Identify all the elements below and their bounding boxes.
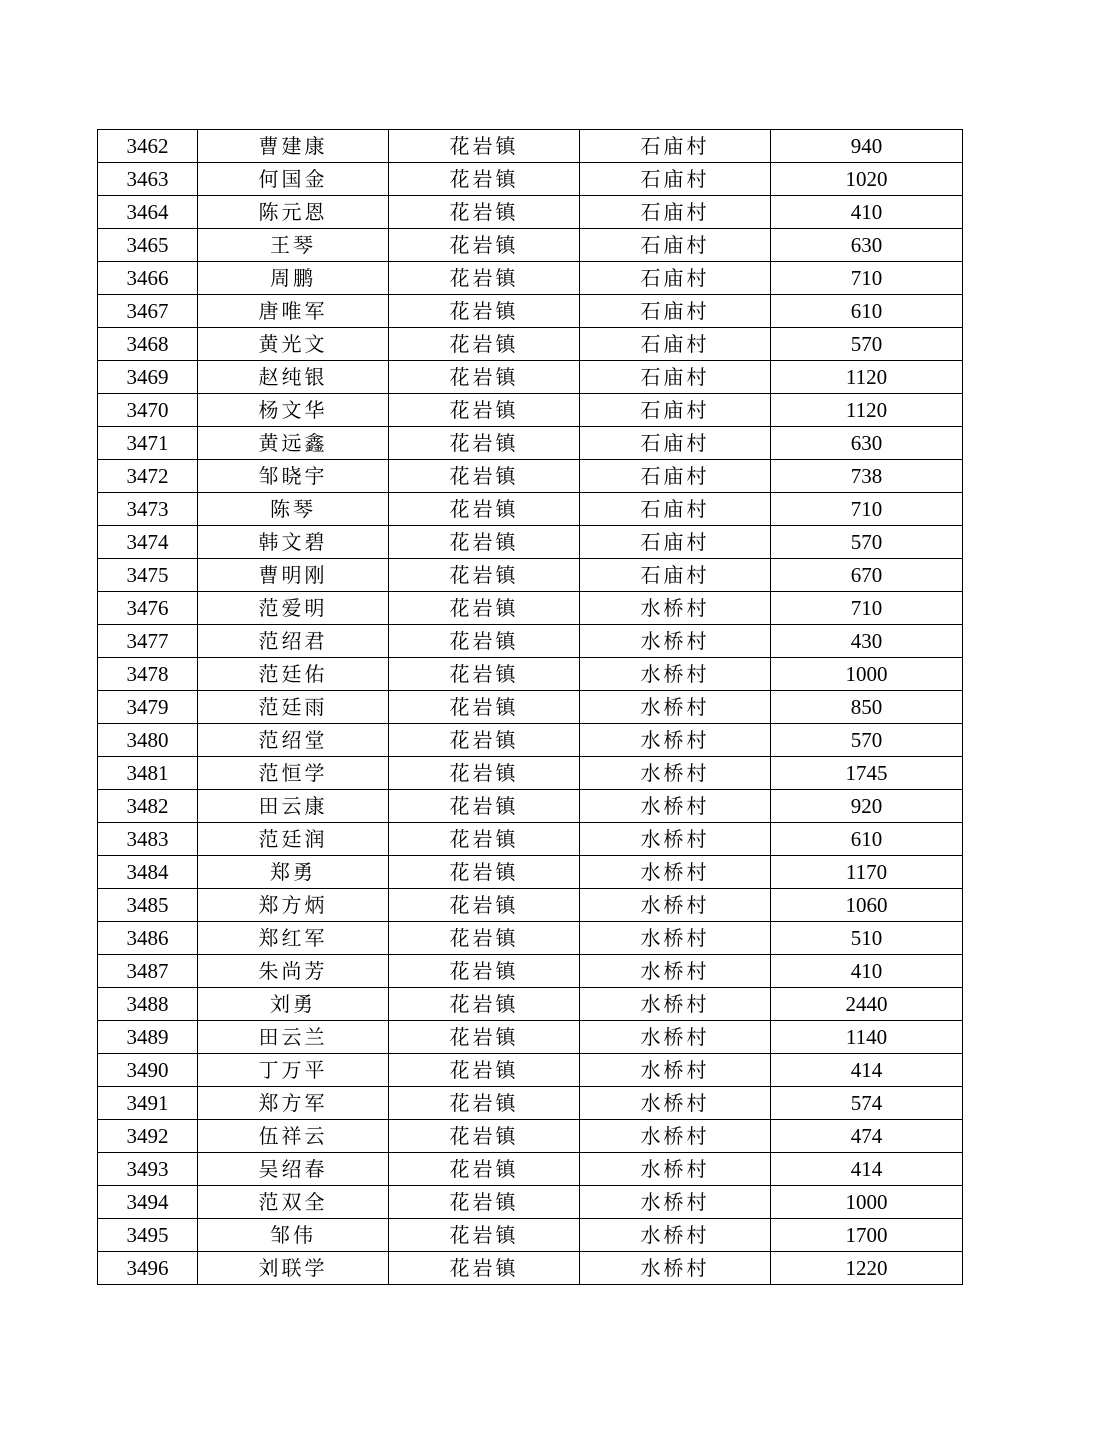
- town-cell: 花岩镇: [389, 757, 580, 790]
- name-cell: 田云兰: [198, 1021, 389, 1054]
- name-cell: 邹伟: [198, 1219, 389, 1252]
- table-row: [98, 460, 963, 493]
- table-row: [98, 955, 963, 988]
- table-row: [98, 163, 963, 196]
- amount-cell: 940: [771, 130, 963, 163]
- amount-cell: 570: [771, 328, 963, 361]
- name-cell: 范廷润: [198, 823, 389, 856]
- name-cell: 田云康: [198, 790, 389, 823]
- table-row: [98, 559, 963, 592]
- name-cell: 范恒学: [198, 757, 389, 790]
- village-cell: 水桥村: [580, 922, 771, 955]
- town-cell: 花岩镇: [389, 196, 580, 229]
- town-cell: 花岩镇: [389, 1087, 580, 1120]
- amount-cell: 570: [771, 526, 963, 559]
- name-cell: 范绍堂: [198, 724, 389, 757]
- amount-cell: 414: [771, 1153, 963, 1186]
- name-cell: 王琴: [198, 229, 389, 262]
- name-cell: 黄光文: [198, 328, 389, 361]
- village-cell: 水桥村: [580, 757, 771, 790]
- row-number-cell: 3473: [98, 493, 198, 526]
- village-cell: 水桥村: [580, 1252, 771, 1285]
- table-row: [98, 1219, 963, 1252]
- name-cell: 范双全: [198, 1186, 389, 1219]
- table-row: [98, 658, 963, 691]
- town-cell: 花岩镇: [389, 493, 580, 526]
- village-cell: 水桥村: [580, 790, 771, 823]
- name-cell: 丁万平: [198, 1054, 389, 1087]
- village-cell: 水桥村: [580, 1021, 771, 1054]
- village-cell: 石庙村: [580, 328, 771, 361]
- amount-cell: 474: [771, 1120, 963, 1153]
- name-cell: 何国金: [198, 163, 389, 196]
- row-number-cell: 3472: [98, 460, 198, 493]
- row-number-cell: 3480: [98, 724, 198, 757]
- name-cell: 吴绍春: [198, 1153, 389, 1186]
- name-cell: 范廷雨: [198, 691, 389, 724]
- name-cell: 郑红军: [198, 922, 389, 955]
- row-number-cell: 3493: [98, 1153, 198, 1186]
- table-row: [98, 757, 963, 790]
- table-row: [98, 130, 963, 163]
- amount-cell: 1000: [771, 658, 963, 691]
- table-row: [98, 922, 963, 955]
- table-row: [98, 790, 963, 823]
- village-cell: 水桥村: [580, 691, 771, 724]
- town-cell: 花岩镇: [389, 1252, 580, 1285]
- row-number-cell: 3495: [98, 1219, 198, 1252]
- row-number-cell: 3464: [98, 196, 198, 229]
- table-row: [98, 493, 963, 526]
- table-row: [98, 592, 963, 625]
- name-cell: 陈琴: [198, 493, 389, 526]
- village-cell: 水桥村: [580, 658, 771, 691]
- table-row: [98, 856, 963, 889]
- town-cell: 花岩镇: [389, 295, 580, 328]
- name-cell: 郑方炳: [198, 889, 389, 922]
- row-number-cell: 3468: [98, 328, 198, 361]
- amount-cell: 850: [771, 691, 963, 724]
- village-cell: 石庙村: [580, 262, 771, 295]
- row-number-cell: 3469: [98, 361, 198, 394]
- row-number-cell: 3481: [98, 757, 198, 790]
- row-number-cell: 3465: [98, 229, 198, 262]
- name-cell: 朱尚芳: [198, 955, 389, 988]
- row-number-cell: 3494: [98, 1186, 198, 1219]
- row-number-cell: 3463: [98, 163, 198, 196]
- amount-cell: 2440: [771, 988, 963, 1021]
- roster-table-body: [98, 130, 963, 1285]
- village-cell: 水桥村: [580, 1219, 771, 1252]
- village-cell: 石庙村: [580, 559, 771, 592]
- amount-cell: 610: [771, 823, 963, 856]
- amount-cell: 574: [771, 1087, 963, 1120]
- amount-cell: 1140: [771, 1021, 963, 1054]
- amount-cell: 630: [771, 427, 963, 460]
- row-number-cell: 3474: [98, 526, 198, 559]
- amount-cell: 1170: [771, 856, 963, 889]
- row-number-cell: 3462: [98, 130, 198, 163]
- name-cell: 曹建康: [198, 130, 389, 163]
- name-cell: 周鹏: [198, 262, 389, 295]
- village-cell: 水桥村: [580, 724, 771, 757]
- village-cell: 石庙村: [580, 295, 771, 328]
- name-cell: 范绍君: [198, 625, 389, 658]
- row-number-cell: 3496: [98, 1252, 198, 1285]
- amount-cell: 710: [771, 262, 963, 295]
- village-cell: 水桥村: [580, 1087, 771, 1120]
- town-cell: 花岩镇: [389, 328, 580, 361]
- roster-table: [97, 129, 963, 1285]
- row-number-cell: 3466: [98, 262, 198, 295]
- row-number-cell: 3491: [98, 1087, 198, 1120]
- town-cell: 花岩镇: [389, 361, 580, 394]
- table-row: [98, 1087, 963, 1120]
- town-cell: 花岩镇: [389, 724, 580, 757]
- table-row: [98, 889, 963, 922]
- town-cell: 花岩镇: [389, 856, 580, 889]
- row-number-cell: 3484: [98, 856, 198, 889]
- name-cell: 范廷佑: [198, 658, 389, 691]
- row-number-cell: 3486: [98, 922, 198, 955]
- name-cell: 伍祥云: [198, 1120, 389, 1153]
- village-cell: 水桥村: [580, 1153, 771, 1186]
- table-row: [98, 295, 963, 328]
- name-cell: 郑勇: [198, 856, 389, 889]
- town-cell: 花岩镇: [389, 889, 580, 922]
- town-cell: 花岩镇: [389, 955, 580, 988]
- table-row: [98, 361, 963, 394]
- amount-cell: 610: [771, 295, 963, 328]
- table-row: [98, 526, 963, 559]
- town-cell: 花岩镇: [389, 427, 580, 460]
- table-row: [98, 1054, 963, 1087]
- town-cell: 花岩镇: [389, 625, 580, 658]
- name-cell: 陈元恩: [198, 196, 389, 229]
- town-cell: 花岩镇: [389, 592, 580, 625]
- table-row: [98, 1186, 963, 1219]
- amount-cell: 410: [771, 955, 963, 988]
- row-number-cell: 3476: [98, 592, 198, 625]
- table-row: [98, 691, 963, 724]
- table-row: [98, 1021, 963, 1054]
- amount-cell: 1000: [771, 1186, 963, 1219]
- name-cell: 范爱明: [198, 592, 389, 625]
- village-cell: 石庙村: [580, 229, 771, 262]
- name-cell: 杨文华: [198, 394, 389, 427]
- village-cell: 水桥村: [580, 988, 771, 1021]
- town-cell: 花岩镇: [389, 229, 580, 262]
- row-number-cell: 3485: [98, 889, 198, 922]
- amount-cell: 710: [771, 592, 963, 625]
- table-row: [98, 988, 963, 1021]
- table-row: [98, 394, 963, 427]
- row-number-cell: 3478: [98, 658, 198, 691]
- row-number-cell: 3483: [98, 823, 198, 856]
- village-cell: 石庙村: [580, 493, 771, 526]
- town-cell: 花岩镇: [389, 691, 580, 724]
- town-cell: 花岩镇: [389, 130, 580, 163]
- village-cell: 水桥村: [580, 592, 771, 625]
- name-cell: 刘勇: [198, 988, 389, 1021]
- town-cell: 花岩镇: [389, 823, 580, 856]
- row-number-cell: 3475: [98, 559, 198, 592]
- table-row: [98, 262, 963, 295]
- row-number-cell: 3489: [98, 1021, 198, 1054]
- town-cell: 花岩镇: [389, 1021, 580, 1054]
- table-row: [98, 427, 963, 460]
- amount-cell: 1700: [771, 1219, 963, 1252]
- village-cell: 石庙村: [580, 526, 771, 559]
- name-cell: 邹晓宇: [198, 460, 389, 493]
- town-cell: 花岩镇: [389, 262, 580, 295]
- amount-cell: 414: [771, 1054, 963, 1087]
- name-cell: 韩文碧: [198, 526, 389, 559]
- town-cell: 花岩镇: [389, 1219, 580, 1252]
- village-cell: 石庙村: [580, 361, 771, 394]
- name-cell: 刘联学: [198, 1252, 389, 1285]
- name-cell: 郑方军: [198, 1087, 389, 1120]
- table-row: [98, 1252, 963, 1285]
- row-number-cell: 3482: [98, 790, 198, 823]
- table-row: [98, 625, 963, 658]
- village-cell: 石庙村: [580, 130, 771, 163]
- town-cell: 花岩镇: [389, 922, 580, 955]
- town-cell: 花岩镇: [389, 559, 580, 592]
- village-cell: 水桥村: [580, 889, 771, 922]
- amount-cell: 738: [771, 460, 963, 493]
- row-number-cell: 3492: [98, 1120, 198, 1153]
- village-cell: 石庙村: [580, 196, 771, 229]
- village-cell: 水桥村: [580, 625, 771, 658]
- amount-cell: 410: [771, 196, 963, 229]
- town-cell: 花岩镇: [389, 460, 580, 493]
- name-cell: 唐唯军: [198, 295, 389, 328]
- row-number-cell: 3471: [98, 427, 198, 460]
- village-cell: 水桥村: [580, 1186, 771, 1219]
- town-cell: 花岩镇: [389, 658, 580, 691]
- village-cell: 石庙村: [580, 394, 771, 427]
- amount-cell: 1060: [771, 889, 963, 922]
- amount-cell: 920: [771, 790, 963, 823]
- amount-cell: 710: [771, 493, 963, 526]
- amount-cell: 1120: [771, 361, 963, 394]
- amount-cell: 1220: [771, 1252, 963, 1285]
- row-number-cell: 3467: [98, 295, 198, 328]
- amount-cell: 1020: [771, 163, 963, 196]
- town-cell: 花岩镇: [389, 1153, 580, 1186]
- village-cell: 水桥村: [580, 1054, 771, 1087]
- town-cell: 花岩镇: [389, 790, 580, 823]
- town-cell: 花岩镇: [389, 526, 580, 559]
- row-number-cell: 3490: [98, 1054, 198, 1087]
- row-number-cell: 3487: [98, 955, 198, 988]
- table-row: [98, 229, 963, 262]
- table-row: [98, 1153, 963, 1186]
- amount-cell: 1745: [771, 757, 963, 790]
- amount-cell: 430: [771, 625, 963, 658]
- town-cell: 花岩镇: [389, 163, 580, 196]
- amount-cell: 570: [771, 724, 963, 757]
- village-cell: 石庙村: [580, 427, 771, 460]
- town-cell: 花岩镇: [389, 1120, 580, 1153]
- table-row: [98, 1120, 963, 1153]
- row-number-cell: 3477: [98, 625, 198, 658]
- table-row: [98, 328, 963, 361]
- name-cell: 赵纯银: [198, 361, 389, 394]
- name-cell: 曹明刚: [198, 559, 389, 592]
- table-row: [98, 823, 963, 856]
- village-cell: 石庙村: [580, 460, 771, 493]
- village-cell: 水桥村: [580, 1120, 771, 1153]
- village-cell: 石庙村: [580, 163, 771, 196]
- town-cell: 花岩镇: [389, 988, 580, 1021]
- name-cell: 黄远鑫: [198, 427, 389, 460]
- village-cell: 水桥村: [580, 823, 771, 856]
- table-row: [98, 724, 963, 757]
- row-number-cell: 3470: [98, 394, 198, 427]
- amount-cell: 630: [771, 229, 963, 262]
- table-row: [98, 196, 963, 229]
- amount-cell: 510: [771, 922, 963, 955]
- row-number-cell: 3479: [98, 691, 198, 724]
- amount-cell: 1120: [771, 394, 963, 427]
- row-number-cell: 3488: [98, 988, 198, 1021]
- town-cell: 花岩镇: [389, 1186, 580, 1219]
- amount-cell: 670: [771, 559, 963, 592]
- town-cell: 花岩镇: [389, 1054, 580, 1087]
- town-cell: 花岩镇: [389, 394, 580, 427]
- village-cell: 水桥村: [580, 955, 771, 988]
- village-cell: 水桥村: [580, 856, 771, 889]
